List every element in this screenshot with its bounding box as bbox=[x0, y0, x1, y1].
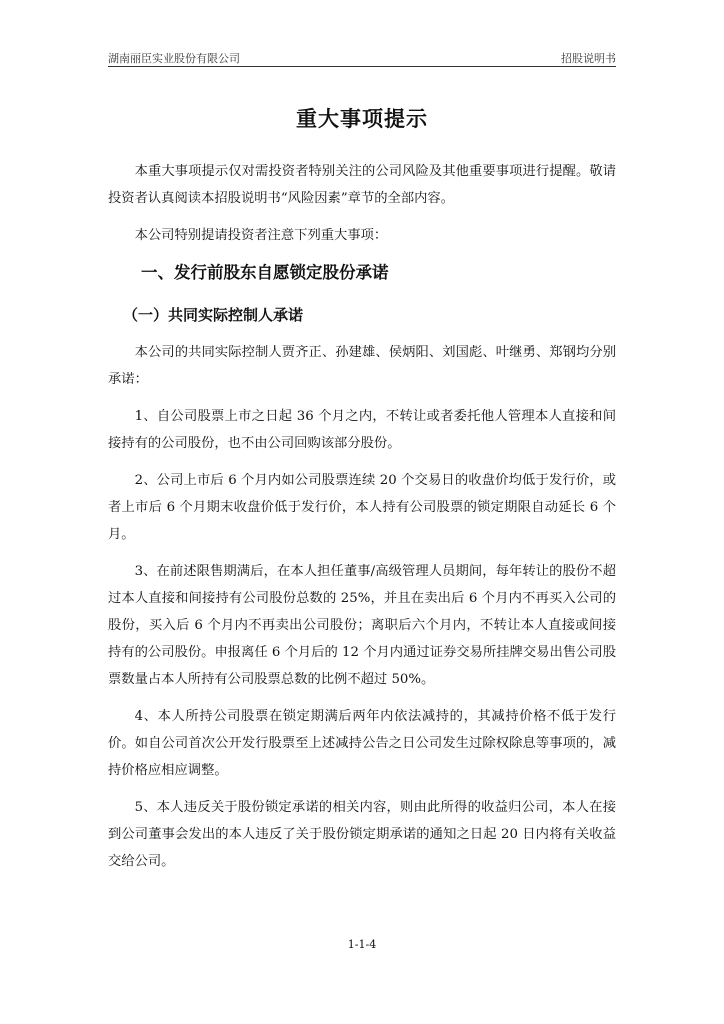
commitment-item-2: 2、公司上市后 6 个月内如公司股票连续 20 个交易日的收盘价均低于发行价，或者上市后 6 个月期末收盘价低于发行价，本人持有公司股票的锁定期限自动延长 6 个月。 bbox=[108, 473, 616, 542]
page-title: 重大事项提示 bbox=[296, 107, 428, 131]
commitment-item-1: 1、自公司股票上市之日起 36 个月之内，不转让或者委托他人管理本人直接和间接持有的公司股份，也不由公司回购该部分股份。 bbox=[108, 409, 616, 451]
commitment-item-3: 3、在前述限售期满后，在本人担任董事/高级管理人员期间，每年转让的股份不超过本人直接和间接持有公司股份总数的 25%，并且在卖出后 6 个月内不再买入公司的股份，买入后 6 个月内不再卖出公司股份；离职后六个月内，不转让本人直接或间接持有的公司股份。申报离任 6 个月后的 12 个月内通过证券交易所挂牌交易出售公司股票数量占本人所持有公司股票总数的比例不超过 50%。 bbox=[108, 564, 616, 687]
document-body bbox=[108, 158, 616, 885]
header-document-type: 招股说明书 bbox=[561, 52, 616, 65]
section-heading: 一、发行前股东自愿锁定股份承诺 bbox=[141, 263, 389, 282]
subsection-heading: （一）共同实际控制人承诺 bbox=[123, 306, 304, 324]
intro-paragraph: 本公司特别提请投资者注意下列重大事项： bbox=[134, 228, 388, 243]
commitment-item-4: 4、本人所持公司股票在锁定期满后两年内依法减持的，其减持价格不低于发行价。如自公司首次公开发行股票至上述减持公告之日公司发生过除权除息等事项的，减持价格应相应调整。 bbox=[108, 709, 616, 778]
page-number: 1-1-4 bbox=[347, 938, 377, 951]
body-paragraph: 本公司的共同实际控制人贾齐正、孙建雄、侯炳阳、刘国彪、叶继勇、郑钢均分别承诺： bbox=[108, 345, 616, 387]
commitment-item-5: 5、本人违反关于股份锁定承诺的相关内容，则由此所得的收益归公司，本人在接到公司董事会发出的本人违反了关于股份锁定期承诺的通知之日起 20 日内将有关收益交给公司。 bbox=[108, 800, 616, 869]
header-company-name: 湖南丽臣实业股份有限公司 bbox=[108, 52, 240, 65]
intro-paragraph: 本重大事项提示仅对需投资者特别关注的公司风险及其他重要事项进行提醒。敬请投资者认真阅读本招股说明书“风险因素”章节的全部内容。 bbox=[108, 164, 616, 206]
page-header bbox=[108, 48, 616, 67]
